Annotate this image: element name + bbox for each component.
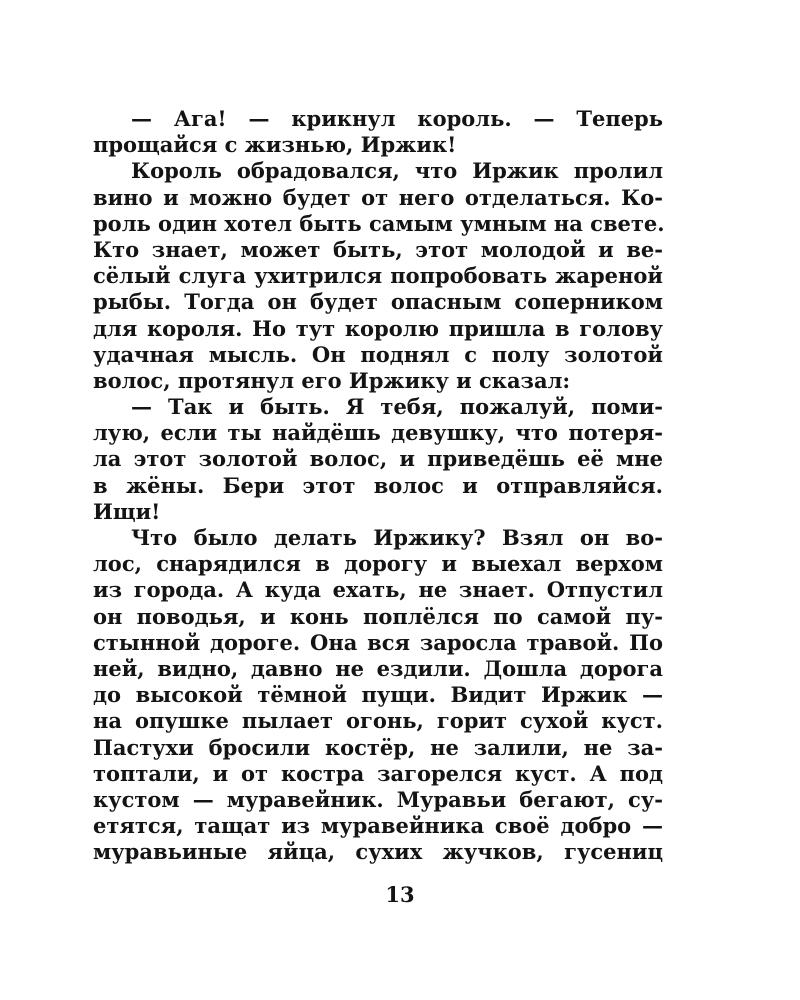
text-line: сёлый слуга ухитрился попробовать жареной — [93, 263, 663, 289]
text-line: ла этот золотой волос, и приведёшь её мне — [93, 446, 663, 472]
text-line: он поводья, и конь поплёлся по самой пу- — [93, 603, 663, 629]
text-line: прощайся с жизнью, Иржик! — [93, 132, 457, 158]
text-line: вино и можно будет от него отделаться. Ко- — [93, 184, 663, 210]
text-line: муравьиные яйца, сухих жучков, гусениц — [93, 839, 663, 865]
text-line: топтали, и от костра загорелся куст. А под — [93, 760, 663, 786]
text-line: Пастухи бросили костёр, не залили, не за- — [93, 734, 663, 760]
paragraph-3 — [93, 394, 663, 525]
paragraph-2 — [93, 158, 663, 394]
text-line: Что было делать Иржику? Взял он во- — [131, 525, 663, 550]
text-line: рыбы. Тогда он будет опасным соперником — [93, 289, 663, 315]
text-line: Кто знает, может быть, этот молодой и ве- — [93, 236, 663, 262]
page-number: 13 — [385, 882, 415, 907]
text-line: волос, протянул его Иржику и сказал: — [93, 367, 571, 393]
text-line: етятся, тащат из муравейника своё добро — — [93, 813, 663, 839]
text-line: Король обрадовался, что Иржик пролил — [131, 158, 663, 184]
text-line: на опушке пылает огонь, горит сухой куст. — [93, 708, 663, 734]
text-line: удачная мысль. Он поднял с полу золотой — [93, 341, 663, 367]
text-line: стынной дороге. Она вся заросла травой. По — [93, 629, 663, 655]
text-line: — Так и быть. Я тебя, пожалуй, поми- — [131, 394, 663, 420]
text-line: кустом — муравейник. Муравьи бегают, су- — [93, 786, 663, 812]
text-line: в жёны. Бери этот волос и отправляйся. — [93, 472, 663, 498]
text-line: из города. А куда ехать, не знает. Отпустил — [93, 577, 663, 603]
text-line: — Ага! — крикнул король. — Теперь — [131, 106, 663, 131]
text-line: ней, видно, давно не ездили. Дошла дорога — [93, 655, 663, 681]
text-line: роль один хотел быть самым умным на свете. — [93, 210, 665, 236]
text-line: до высокой тёмной пущи. Видит Иржик — — [93, 682, 663, 708]
text-line: Ищи! — [93, 498, 161, 524]
text-line: лос, снарядился в дорогу и выехал верхом — [93, 551, 663, 577]
paragraph-4 — [93, 525, 663, 865]
text-line: для короля. Но тут королю пришла в голову — [93, 315, 663, 341]
text-line: лую, если ты найдёшь девушку, что потеря- — [93, 420, 663, 446]
page-text-block — [93, 106, 663, 865]
paragraph-1 — [93, 106, 663, 158]
